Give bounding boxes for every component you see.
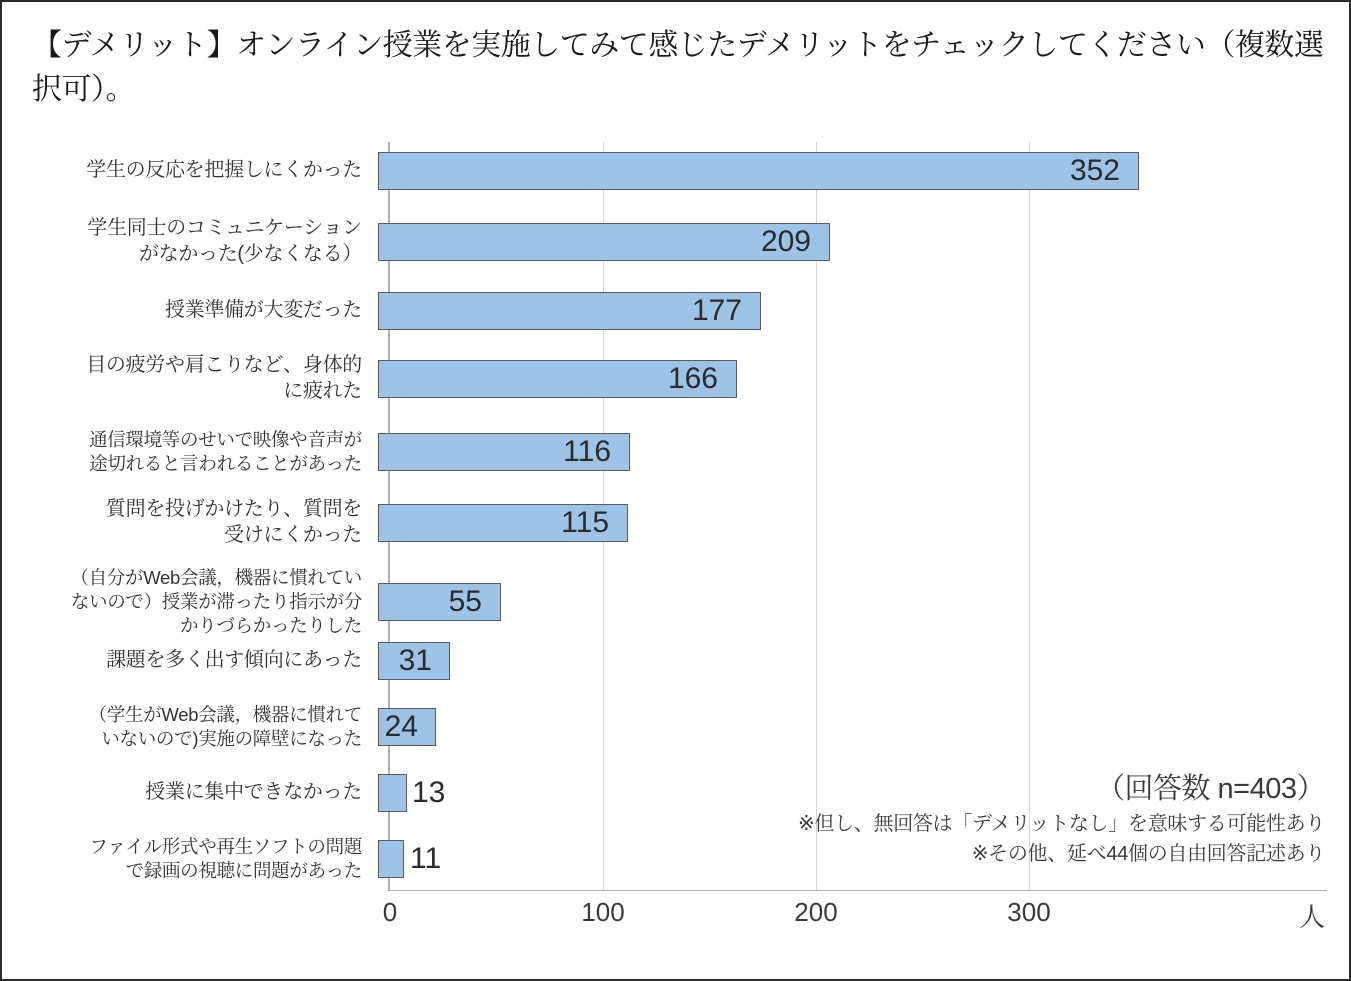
x-tick-0: 0 (382, 897, 398, 927)
bar-track (372, 344, 1351, 414)
category-label-line: （学生がWeb会議，機器に慣れて (88, 704, 362, 726)
bar-value-label: 55 (448, 585, 482, 618)
bar-row (2, 207, 1351, 277)
x-tick-100: 100 (581, 897, 625, 927)
bar-track (372, 207, 1351, 277)
category-label-line: 授業準備が大変だった (165, 299, 362, 322)
bar (378, 840, 404, 878)
x-axis-unit: 人 (1298, 902, 1325, 932)
x-tick-200: 200 (794, 897, 838, 927)
category-label-line: で録画の視聴に問題があった (125, 860, 362, 881)
category-label (2, 835, 372, 882)
category-label (2, 703, 372, 750)
bar-track (372, 692, 1351, 762)
category-label (2, 648, 372, 674)
category-label (2, 428, 372, 475)
category-label-line: （自分がWeb会議，機器に慣れてい (70, 567, 362, 589)
footnote-1: ※但し、無回答は「デメリットなし」を意味する可能性あり (797, 813, 1325, 835)
category-label-line: がなかった(少なくなる） (138, 243, 362, 265)
category-label (2, 158, 372, 184)
category-label (2, 216, 372, 267)
category-label-line: いないので)実施の障壁になった (101, 728, 362, 749)
bar-track (372, 488, 1351, 558)
bar-track (372, 632, 1351, 690)
category-label-line: 質問を投げかけたり、質問を (105, 498, 362, 521)
category-label-line: ファイル形式や再生ソフトの問題 (89, 836, 362, 858)
category-label-line: かりづらかったりした (179, 614, 362, 636)
bar-value-label: 166 (667, 362, 718, 395)
bar-chart (2, 132, 1351, 952)
category-label-line: 目の疲労や肩こりなど、身体的 (86, 354, 362, 377)
response-count-note: （回答数 n=403） (1095, 773, 1325, 805)
bar-value-label: 31 (398, 644, 432, 677)
category-label (2, 566, 372, 637)
bar-row (2, 344, 1351, 414)
category-label-line: ないので）授業が滞ったり指示が分 (70, 591, 362, 613)
category-label (2, 298, 372, 324)
category-label (2, 497, 372, 548)
bar-value-label: 116 (563, 435, 611, 468)
bar-row (2, 282, 1351, 340)
bar-track (372, 282, 1351, 340)
bar-value-label: 352 (1069, 154, 1120, 187)
category-label-line: 途切れると言われることがあった (89, 453, 362, 474)
bar-value-label: 209 (760, 225, 811, 258)
bar-track (372, 140, 1351, 202)
bar-value-label: 115 (561, 506, 609, 539)
bar-value-label: 11 (410, 842, 442, 875)
page-title: 【デメリット】オンライン授業を実施してみて感じたデメリットをチェックしてください（複数選択可）。 (32, 29, 1324, 106)
category-label (2, 780, 372, 806)
category-label-line: に疲れた (283, 380, 362, 402)
category-label-line: 課題を多く出す傾向にあった (106, 649, 362, 672)
category-label-line: 学生同士のコミュニケーション (87, 217, 362, 240)
bar-row (2, 692, 1351, 762)
bar (378, 774, 407, 812)
category-label-line: 学生の反応を把握しにくかった (86, 159, 362, 182)
bar-row (2, 488, 1351, 558)
bar-row (2, 140, 1351, 202)
bar-row (2, 632, 1351, 690)
category-label-line: 受けにくかった (224, 524, 362, 546)
bar-value-label: 24 (384, 710, 418, 743)
bar-row (2, 417, 1351, 487)
footnote-2: ※その他、延べ44個の自由回答記述あり (971, 843, 1325, 865)
x-tick-300: 300 (1007, 897, 1051, 927)
bar-value-label: 13 (412, 776, 446, 809)
bar-track (372, 417, 1351, 487)
category-label (2, 353, 372, 404)
category-label-line: 通信環境等のせいで映像や音声が (88, 429, 362, 451)
bar-value-label: 177 (691, 294, 742, 327)
category-label-line: 授業に集中できなかった (145, 781, 362, 804)
